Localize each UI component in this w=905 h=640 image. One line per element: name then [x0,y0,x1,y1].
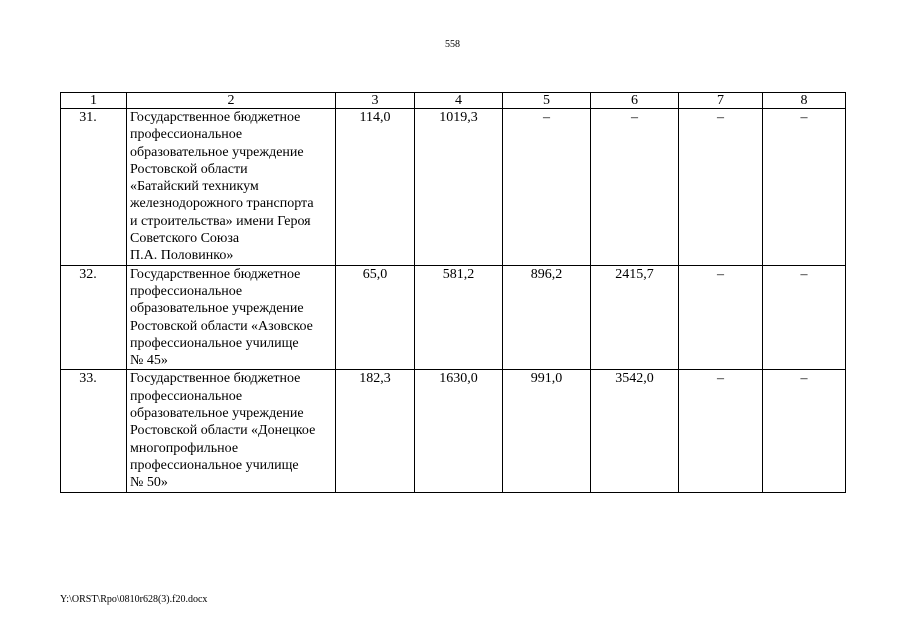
data-table [60,92,846,493]
table-body [61,109,846,493]
row-number: 32. [61,265,127,370]
column-header-3: 3 [336,93,415,109]
value-cell-col-7: – [679,265,763,370]
table-row [61,109,846,266]
value-cell-col-7: – [679,109,763,266]
value-cell-col-5: – [503,109,591,266]
value-cell-col-8: – [763,109,846,266]
value-cell-col-8: – [763,265,846,370]
row-number: 31. [61,109,127,266]
page-number: 558 [445,39,460,50]
value-cell-col-4: 1630,0 [415,370,503,492]
column-header-7: 7 [679,93,763,109]
value-cell-col-6: 2415,7 [591,265,679,370]
institution-name: Государственное бюджетное профессиональное образовательное учреждение Ростовской области «Батайский техникум железнодорожного транспорта и строительства» имени Героя Советского Союза П.А. Половинко» [127,109,336,266]
value-cell-col-6: 3542,0 [591,370,679,492]
column-header-1: 1 [61,93,127,109]
header-row [61,93,846,109]
institution-name: Государственное бюджетное профессиональное образовательное учреждение Ростовской области «Донецкое многопрофильное профессиональное училище № 50» [127,370,336,492]
value-cell-col-6: – [591,109,679,266]
table-row [61,370,846,492]
institution-name: Государственное бюджетное профессиональное образовательное учреждение Ростовской области «Азовское профессиональное училище № 45» [127,265,336,370]
column-header-4: 4 [415,93,503,109]
value-cell-col-3: 65,0 [336,265,415,370]
column-header-6: 6 [591,93,679,109]
value-cell-col-7: – [679,370,763,492]
value-cell-col-8: – [763,370,846,492]
value-cell-col-5: 896,2 [503,265,591,370]
column-header-8: 8 [763,93,846,109]
value-cell-col-3: 182,3 [336,370,415,492]
row-number: 33. [61,370,127,492]
value-cell-col-4: 581,2 [415,265,503,370]
table-row [61,265,846,370]
value-cell-col-4: 1019,3 [415,109,503,266]
value-cell-col-3: 114,0 [336,109,415,266]
column-header-5: 5 [503,93,591,109]
value-cell-col-5: 991,0 [503,370,591,492]
file-path: Y:\ORST\Rpo\0810r628(3).f20.docx [60,594,208,605]
column-header-2: 2 [127,93,336,109]
